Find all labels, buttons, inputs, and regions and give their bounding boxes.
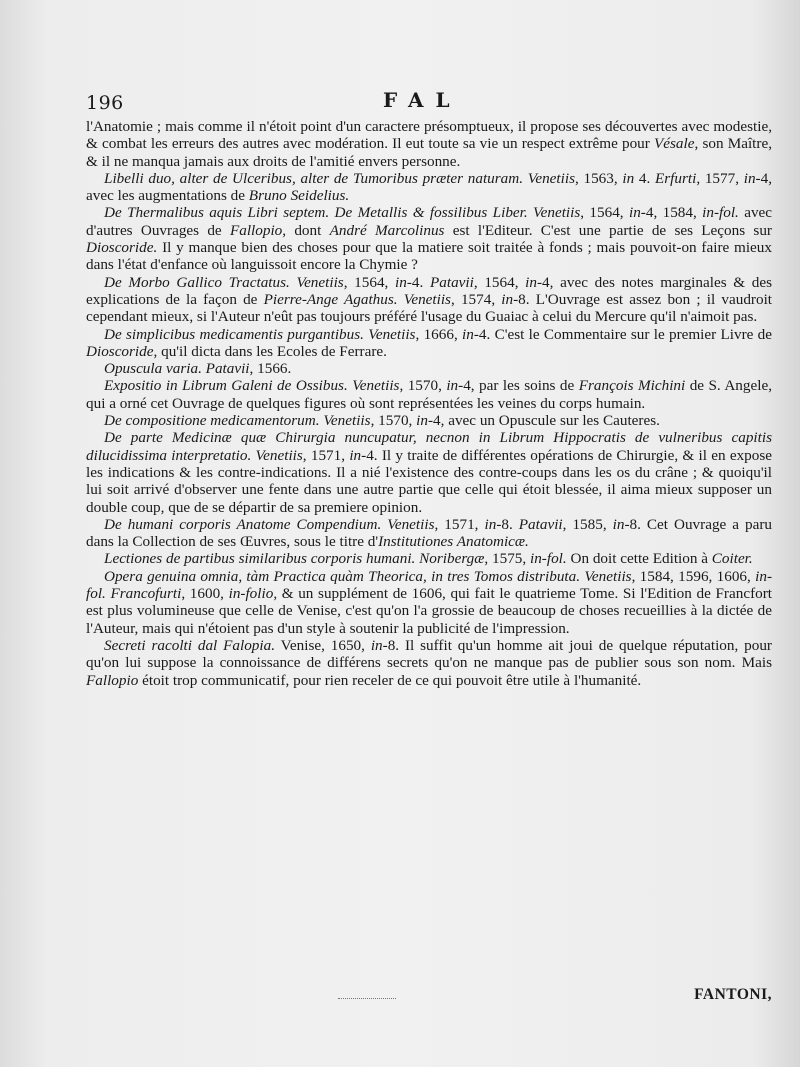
- bibliography-entry: [86, 637, 772, 689]
- text-run: , 1666,: [415, 325, 463, 343]
- text-run: , 1574,: [450, 290, 502, 308]
- italic-text: in: [462, 325, 474, 343]
- bibliography-entry: [86, 118, 772, 170]
- text-run: -4, avec les augmentations de: [86, 169, 772, 205]
- italic-text: De compositione medicamentorum. Venetiis: [104, 412, 371, 430]
- text-run: -4, 1584,: [640, 204, 703, 222]
- italic-text: De parte Medicinæ quæ Chirurgia nuncupatur, necnon in Librum Hippocratis de vulneribus capitis dilucidissima interpretatio. Venetiis: [86, 429, 772, 464]
- italic-text: Patavii: [518, 515, 563, 533]
- italic-text: Coiter.: [711, 550, 753, 568]
- italic-text: in: [612, 515, 625, 533]
- italic-text: in-fol. Francofurti: [86, 567, 772, 603]
- text-run: étoit trop communicatif, pour rien receler de ce qui pouvoit être utile à l'humanité.: [138, 671, 642, 689]
- running-head: FAL: [383, 88, 462, 112]
- italic-text: in: [525, 273, 537, 291]
- italic-text: Erfurti: [654, 169, 697, 187]
- italic-text: De Thermalibus aquis Libri septem. De Metallis & fossilibus Liber. Venetiis: [104, 204, 581, 222]
- italic-text: Libelli duo, alter de Ulceribus, alter de Tumoribus præter naturam. Venetiis: [104, 169, 575, 187]
- italic-text: De simplicibus medicamentis purgantibus. Venetiis: [104, 325, 416, 343]
- italic-text: Fallopio: [229, 221, 283, 239]
- text-run: -4. C'est le Commentaire sur le premier Livre de: [473, 325, 773, 343]
- bibliography-entry: [86, 516, 772, 551]
- italic-text: in: [349, 446, 362, 464]
- text-run: -4, par les soins de: [458, 377, 579, 395]
- text-run: , 1575,: [484, 550, 530, 568]
- italic-text: in-fol.: [529, 550, 567, 568]
- text-run: , son Maître, & il ne manqua jamais aux droits de l'amitié envers personne.: [86, 135, 772, 170]
- text-run: -8.: [496, 515, 519, 533]
- text-run: , 1584, 1596, 1606,: [631, 567, 756, 585]
- italic-text: in: [416, 412, 428, 430]
- italic-text: Secreti racolti dal Falopia.: [104, 636, 276, 654]
- italic-text: in: [484, 515, 497, 533]
- bibliography-entry: [86, 377, 772, 412]
- italic-text: Bruno Seidelius.: [248, 187, 350, 205]
- bibliography-entry: [86, 204, 772, 273]
- italic-text: André Marcolinus: [329, 221, 445, 239]
- italic-text: Pierre-Ange Agathus. Venetiis: [263, 290, 451, 308]
- text-run: , & un supplément de 1606, qui fait le quatrieme Tome. Si l'Edition de Francfort est plus volumineuse que celle de Venise, c'est qu'on l'a grossie de beaucoup de choses recueillies à la dictée de l'Auteur, mais qui n'étoient pas d'un style à soutenir la publicité de l'impression.: [86, 585, 772, 637]
- italic-text: Expositio in Librum Galeni de Ossibus. Venetiis: [104, 377, 400, 395]
- italic-text: De humani corporis Anatome Compendium. Venetiis: [104, 515, 435, 533]
- text-run: -4. Il y traite de différentes opérations de Chirurgie, & il en expose les indications & les contre-indications. Il a nié l'existence des contre-coups dans les os du crâne ; & quoiqu'il lui soit arrivé d'observer une fente dans une autre partie que celle qui étoit blessée, il aima mieux supposer un double coup, que de se départir de sa premiere opinion.: [86, 446, 772, 516]
- bibliography-entry: [86, 550, 772, 567]
- bibliography-entry: [86, 568, 772, 637]
- italic-text: Patavii: [429, 273, 474, 291]
- italic-text: in: [395, 273, 407, 291]
- text-run: , qu'il dicta dans les Ecoles de Ferrare.: [153, 342, 387, 360]
- text-run: avec d'autres Ouvrages de: [86, 204, 773, 239]
- text-run: -4, avec un Opuscule sur les Cauteres.: [427, 412, 660, 430]
- text-run: Il y manque bien des choses pour que la matiere soit traitée à fonds ; mais pouvoit-on faire mieux dans l'état d'enfance où languissoit encore la Chymie ?: [86, 239, 772, 274]
- text-run: , 1571,: [434, 515, 485, 533]
- text-run: , dont: [282, 221, 330, 239]
- text-run: est l'Editeur. C'est une partie de ses Leçons sur: [444, 221, 772, 239]
- italic-text: in-folio: [228, 585, 274, 603]
- italic-text: Lectiones de partibus similaribus corporis humani. Noribergæ: [104, 550, 485, 568]
- italic-text: Dioscoride.: [86, 239, 158, 257]
- text-run: , 1564,: [473, 273, 526, 291]
- text-run: , 1566.: [249, 360, 292, 378]
- italic-text: in: [446, 377, 459, 395]
- italic-text: Opuscula varia. Patavii: [104, 360, 250, 378]
- catchword: FANTONI,: [694, 986, 772, 1003]
- italic-text: Opera genuina omnia, tàm Practica quàm Theorica, in tres Tomos distributa. Venetiis: [104, 567, 632, 585]
- italic-text: Dioscoride: [86, 342, 154, 360]
- italic-text: in: [501, 290, 514, 308]
- italic-text: Vésale: [654, 135, 695, 153]
- text-run: , 1600,: [181, 585, 229, 603]
- italic-text: in-fol.: [702, 204, 739, 222]
- italic-text: in: [743, 169, 756, 187]
- italic-text: Institutiones Anatomicæ.: [378, 533, 529, 551]
- bibliography-entry: [86, 274, 772, 326]
- text-run: -8. Il suffit qu'un homme ait joui de quelque réputation, pour qu'on lui suppose la connoissance de différens secrets qu'on ne manque pas de publier sous son nom. Mais: [86, 636, 772, 672]
- bibliography-entry: [86, 412, 772, 429]
- text-run: , 1570,: [370, 412, 417, 430]
- separator-rule: [338, 998, 396, 999]
- text-run: Venise, 1650,: [275, 636, 371, 654]
- text-run: -8. L'Ouvrage est assez bon ; il vaudroit cependant mieux, si l'Auteur n'eût pas toujours préféré l'usage du Guaiac à celui du Mercure qu'il n'aimoit pas.: [86, 290, 773, 326]
- text-run: -8. Cet Ouvrage a paru dans la Collection de ses Œuvres, sous le titre d': [86, 515, 773, 551]
- italic-text: in: [370, 636, 383, 654]
- text-run: , 1571,: [302, 446, 350, 464]
- bibliography-entry: [86, 170, 772, 205]
- text-run: , 1564,: [580, 204, 629, 222]
- italic-text: De Morbo Gallico Tractatus. Venetiis: [104, 273, 344, 291]
- text-run: , 1563,: [574, 169, 623, 187]
- text-run: , 1577,: [696, 169, 744, 187]
- page-header: [0, 88, 800, 118]
- text-run: -4, avec des notes marginales & des explications de la façon de: [86, 273, 773, 308]
- text-run: -4.: [406, 273, 430, 291]
- text-run: On doit cette Edition à: [566, 550, 712, 568]
- text-run: 4.: [634, 169, 655, 187]
- text-run: l'Anatomie ; mais comme il n'étoit point d'un caractere présomptueux, il propose ses découvertes avec modestie, & combat les erreurs des autres avec modération. Il eut toute sa vie un respect extrême pour: [86, 118, 772, 153]
- italic-text: in: [622, 169, 635, 187]
- italic-text: in: [628, 204, 641, 222]
- text-body: [86, 118, 772, 689]
- italic-text: Fallopio: [86, 671, 139, 689]
- text-run: , 1570,: [399, 377, 447, 395]
- page-number: 196: [86, 92, 124, 114]
- text-run: , 1585,: [562, 515, 613, 533]
- bibliography-entry: [86, 326, 772, 361]
- bibliography-entry: [86, 360, 772, 377]
- bibliography-entry: [86, 429, 772, 515]
- text-run: de S. Angele, qui a orné cet Ouvrage de quelques figures où sont représentées les veines du corps humain.: [86, 377, 772, 412]
- text-run: , 1564,: [343, 273, 396, 291]
- italic-text: François Michini: [578, 377, 686, 395]
